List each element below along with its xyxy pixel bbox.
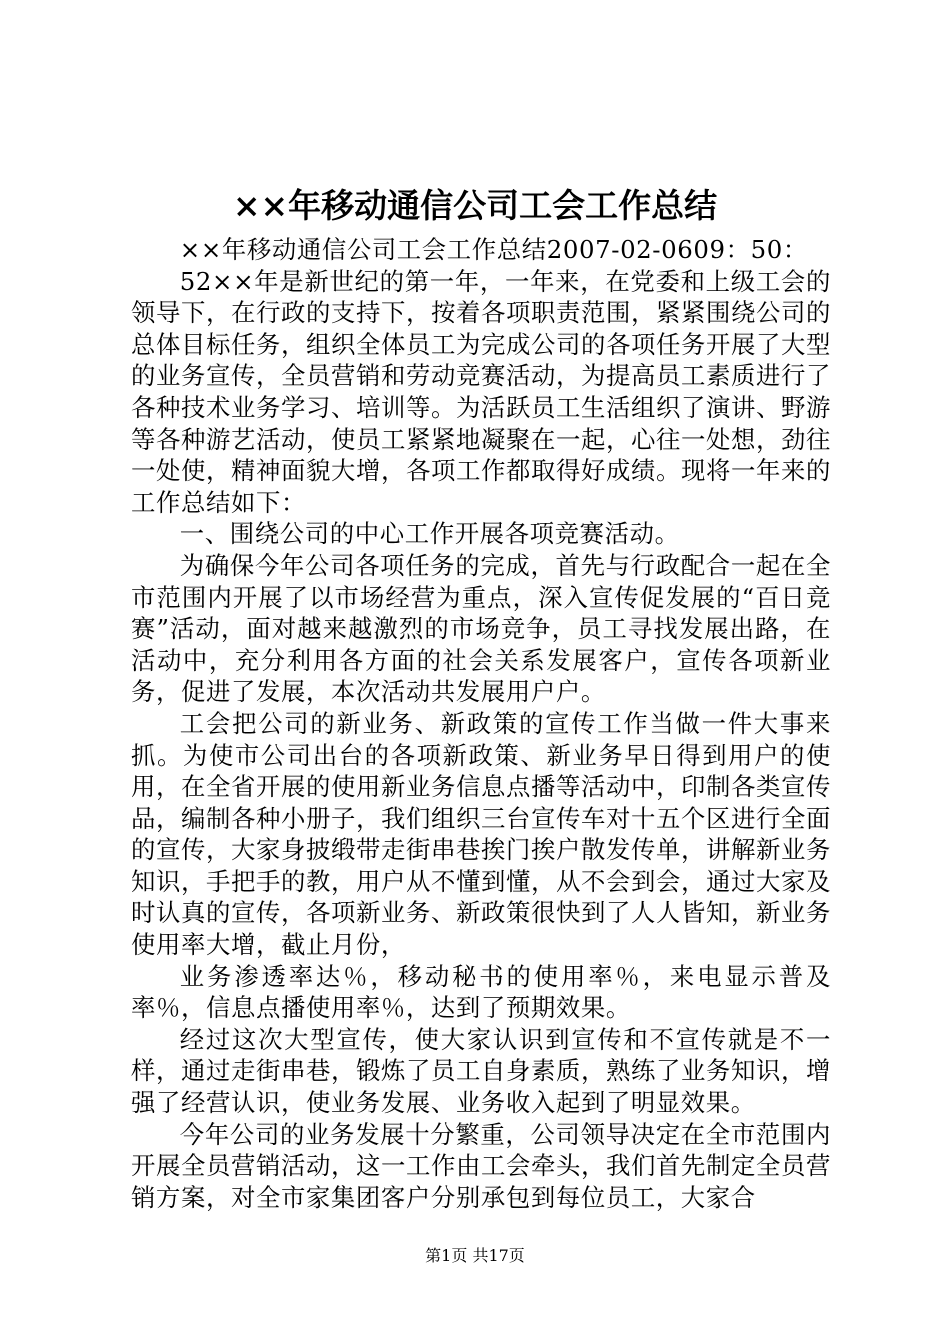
page-number-footer: 第1页 共17页: [425, 1246, 525, 1265]
document-title: ××年移动通信公司工会工作总结: [232, 186, 718, 225]
body-paragraph: 业务渗透率达％，移动秘书的使用率％，来电显示普及率％，信息点播使用率％，达到了预期效果。: [131, 961, 831, 1023]
body-paragraph: 一、围绕公司的中心工作开展各项竞赛活动。: [179, 519, 680, 549]
document-body: [131, 234, 831, 1213]
body-paragraph: ××年移动通信公司工会工作总结2007-02-0609：50：: [179, 235, 808, 264]
body-paragraph: 工会把公司的新业务、新政策的宣传工作当做一件大事来抓。为使市公司出台的各项新政策、新业务早日得到用户的使用，在全省开展的使用新业务信息点播等活动中，印制各类宣传品，编制各种小册子，我们组织三台宣传车对十五个区进行全面的宣传，大家身披缎带走街串巷挨门挨户散发传单，讲解新业务知识，手把手的教，用户从不懂到懂，从不会到会，通过大家及时认真的宣传，各项新业务、新政策很快到了人人皆知，新业务使用率大增，截止月份，: [131, 708, 831, 960]
body-paragraph: 今年公司的业务发展十分繁重，公司领导决定在全市范围内开展全员营销活动，这一工作由工会牵头，我们首先制定全员营销方案，对全市家集团客户分别承包到每位员工，大家合: [131, 1119, 831, 1212]
body-paragraph: 经过这次大型宣传，使大家认识到宣传和不宣传就是不一样，通过走街串巷，锻炼了员工自身素质，熟练了业务知识，增强了经营认识，使业务发展、业务收入起到了明显效果。: [131, 1024, 831, 1118]
body-paragraph: 52××年是新世纪的第一年，一年来，在党委和上级工会的领导下，在行政的支持下，按着各项职责范围，紧紧围绕公司的总体目标任务，组织全体员工为完成公司的各项任务开展了大型的业务宣传，全员营销和劳动竞赛活动，为提高员工素质进行了各种技术业务学习、培训等。为活跃员工生活组织了演讲、野游等各种游艺活动，使员工紧紧地凝聚在一起，心往一处想，劲往一处使，精神面貌大增，各项工作都取得好成绩。现将一年来的工作总结如下：: [131, 266, 831, 517]
body-paragraph: 为确保今年公司各项任务的完成，首先与行政配合一起在全市范围内开展了以市场经营为重点，深入宣传促发展的“百日竞赛”活动，面对越来越激烈的市场竞争，员工寻找发展出路，在活动中，充分利用各方面的社会关系发展客户，宣传各项新业务，促进了发展，本次活动共发展用户户。: [131, 550, 831, 707]
